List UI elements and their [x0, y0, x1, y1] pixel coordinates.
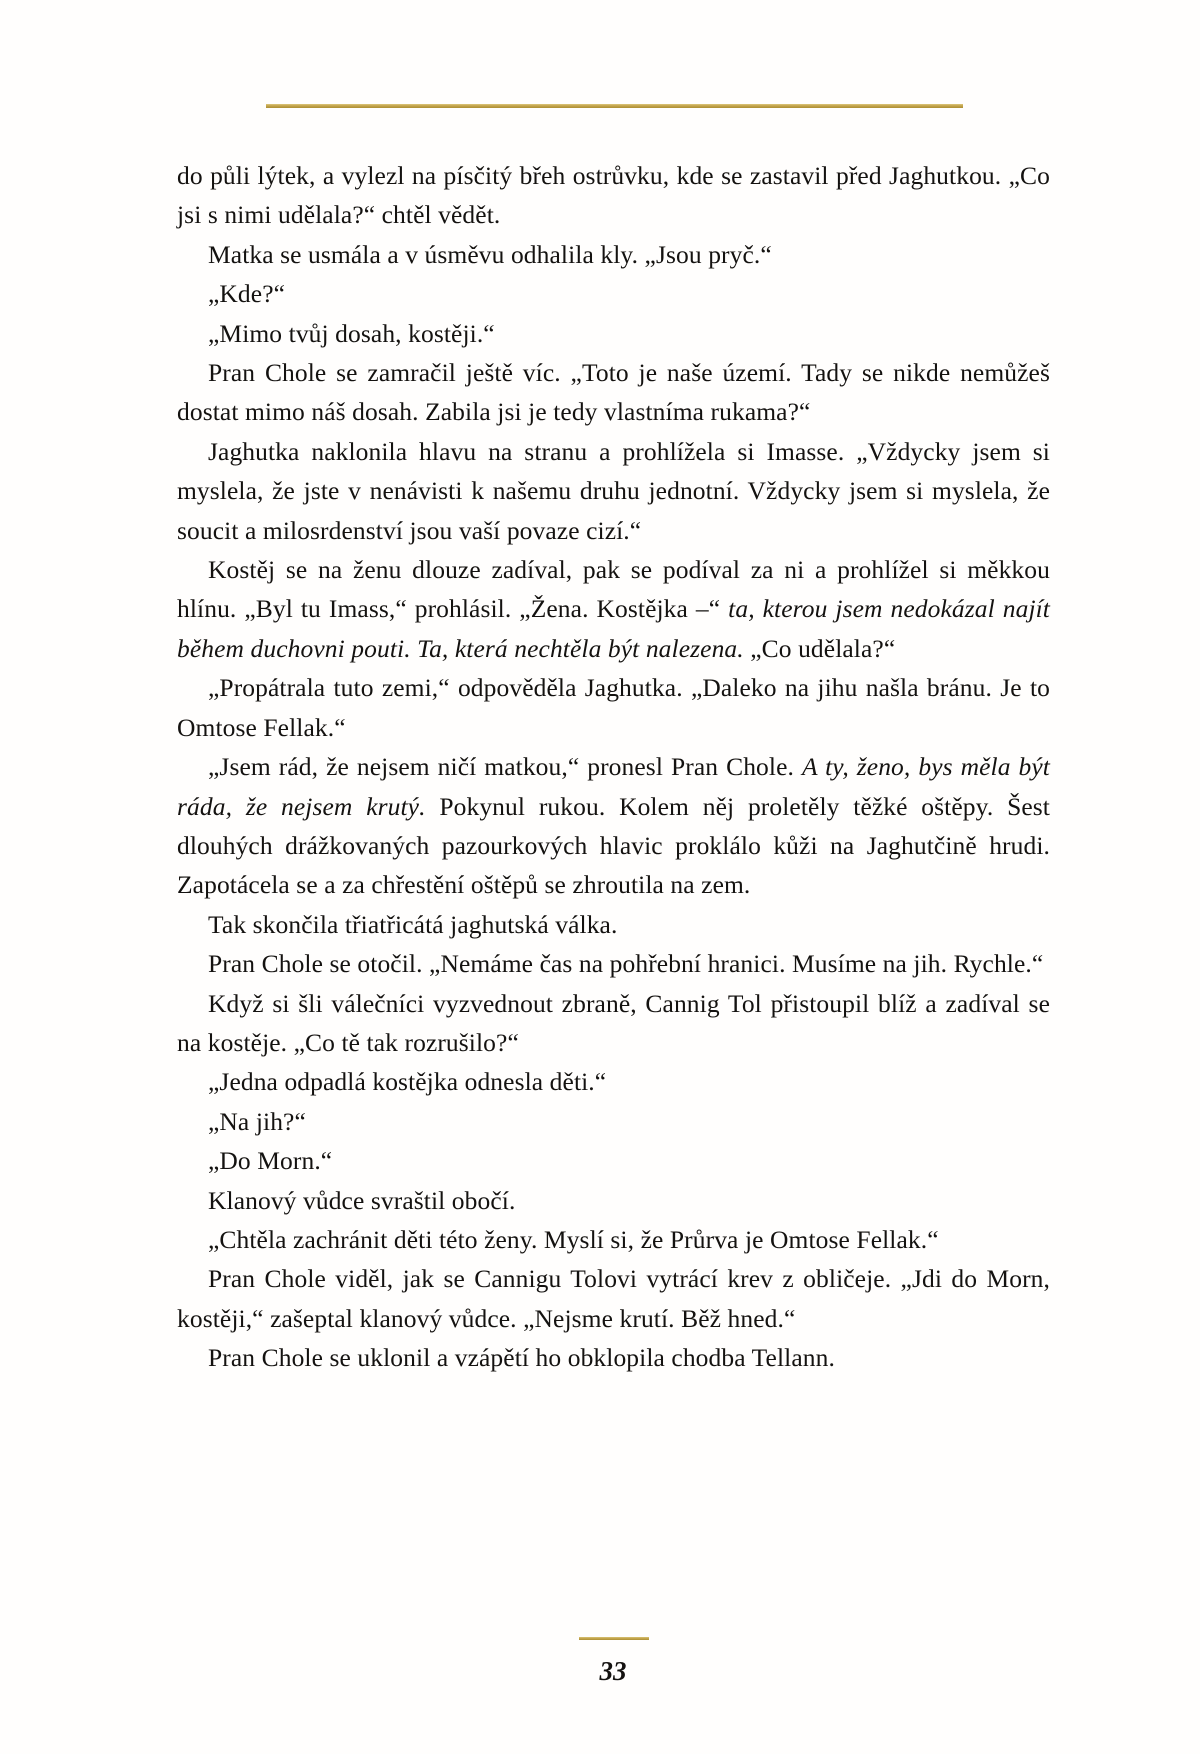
text-run: „Propátrala tuto zemi,“ odpověděla Jaghutka. „Daleko na jihu našla bránu. Je to Omtose Fellak.“ — [177, 673, 1050, 742]
text-run: Pran Chole se otočil. „Nemáme čas na pohřební hranici. Musíme na jih. Rychle.“ — [208, 949, 1044, 979]
body-text — [177, 156, 1050, 1378]
text-run: Pran Chole se uklonil a vzápětí ho obklopila chodba Tellann. — [208, 1343, 835, 1373]
paragraph — [177, 944, 1050, 983]
paragraph — [177, 156, 1050, 235]
paragraph — [177, 314, 1050, 353]
paragraph — [177, 1102, 1050, 1141]
text-run: Pran Chole se zamračil ještě víc. „Toto je naše území. Tady se nikde nemůžeš dostat mimo náš dosah. Zabila jsi je tedy vlastníma rukama?“ — [177, 358, 1050, 427]
paragraph — [177, 905, 1050, 944]
text-run: Pokynul rukou. Kolem něj proletěly těžké oštěpy. Šest dlouhých drážkovaných pazourkových hlavic proklálo kůži na Jaghutčině hrudi. Zapotácela se a za chřestění oštěpů se zhroutila na zem. — [177, 791, 1050, 900]
paragraph — [177, 235, 1050, 274]
paragraph — [177, 1062, 1050, 1101]
text-run: Tak skončila třiatřicátá jaghutská válka. — [208, 909, 618, 939]
paragraph — [177, 432, 1050, 550]
paragraph — [177, 1181, 1050, 1220]
text-run: „Co udělala?“ — [743, 633, 896, 663]
paragraph — [177, 747, 1050, 905]
text-run: do půli lýtek, a vylezl na písčitý břeh ostrůvku, kde se zastavil před Jaghutkou. „Co jsi s nimi udělala?“ chtěl vědět. — [177, 161, 1050, 230]
paragraph — [177, 1141, 1050, 1180]
text-run: „Kde?“ — [208, 279, 286, 309]
text-run: Matka se usmála a v úsměvu odhalila kly. „Jsou pryč.“ — [208, 239, 772, 269]
paragraph — [177, 274, 1050, 313]
text-run: „Do Morn.“ — [208, 1146, 333, 1176]
text-run: Pran Chole viděl, jak se Cannigu Tolovi vytrácí krev z obličeje. „Jdi do Morn, kostěji,“ zašeptal klanový vůdce. „Nejsme krutí. Běž hned.“ — [177, 1264, 1050, 1333]
text-run: „Na jih?“ — [208, 1106, 306, 1136]
paragraph — [177, 1338, 1050, 1377]
italic-text-run: ta, kterou jsem nedokázal najít během duchovni pouti. Ta, která nechtěla být nalezena. — [177, 594, 1050, 663]
text-run: Když si šli válečníci vyzvednout zbraně, Cannig Tol přistoupil blíž a zadíval se na kostěje. „Co tě tak rozrušilo?“ — [177, 988, 1050, 1057]
paragraph — [177, 1220, 1050, 1259]
text-run: Kostěj se na ženu dlouze zadíval, pak se podíval za ni a prohlížel si měkkou hlínu. „Byl tu Imass,“ prohlásil. „Žena. Kostějka –“ — [177, 555, 1050, 624]
paragraph — [177, 984, 1050, 1063]
paragraph — [177, 353, 1050, 432]
text-run: Klanový vůdce svraštil obočí. — [208, 1185, 516, 1215]
top-section-divider — [266, 104, 963, 108]
italic-text-run: A ty, ženo, bys měla být ráda, že nejsem krutý. — [177, 752, 1050, 821]
paragraph — [177, 668, 1050, 747]
text-run: „Jsem rád, že nejsem ničí matkou,“ pronesl Pran Chole. — [208, 752, 802, 782]
text-run: „Jedna odpadlá kostějka odnesla děti.“ — [208, 1067, 607, 1097]
paragraph — [177, 1259, 1050, 1338]
footer-divider — [579, 1637, 649, 1640]
text-run: „Mimo tvůj dosah, kostěji.“ — [208, 318, 495, 348]
paragraph — [177, 550, 1050, 668]
page-number: 33 — [599, 1656, 627, 1686]
text-run: Jaghutka naklonila hlavu na stranu a prohlížela si Imasse. „Vždycky jsem si myslela, že jste v nenávisti k našemu druhu jednotní. Vždycky jsem si myslela, že soucit a milosrdenství jsou vaší povaze cizí.“ — [177, 436, 1050, 545]
text-run: „Chtěla zachránit děti této ženy. Myslí si, že Průrva je Omtose Fellak.“ — [208, 1224, 939, 1254]
